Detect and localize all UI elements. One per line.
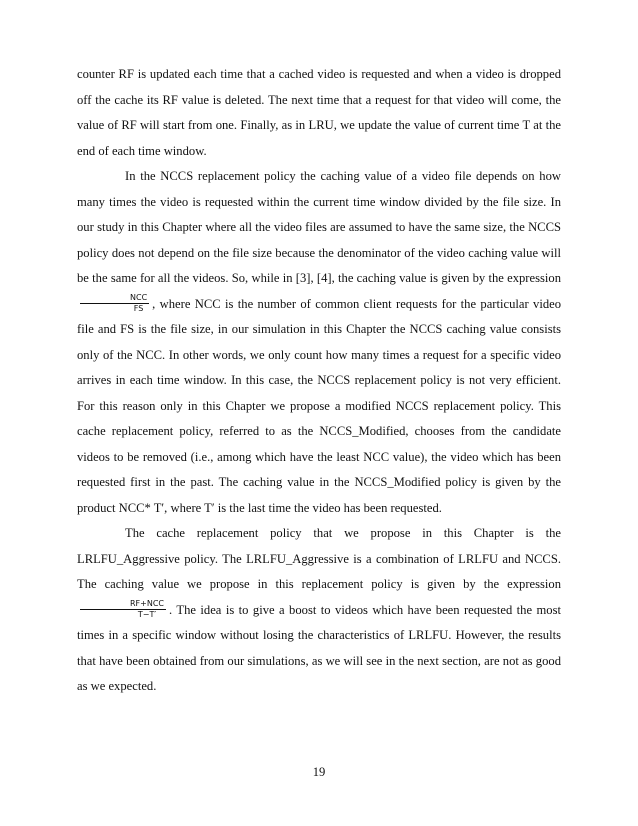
fraction-numerator: NCC (80, 293, 149, 304)
page-number: 19 (312, 765, 326, 779)
fraction-denominator: T−T′ (137, 610, 157, 620)
fraction-denominator: FS (133, 304, 144, 314)
paragraph-2-text-b: , where NCC is the number of common client requests for the particular video file and FS is the file size, in our simulation in this Chapter the NCCS caching value consists only of the NCC. In other words, we only count how many times a request for a specific video arrives in each time window. In this case, the NCCS replacement policy is not very efficient. For this reason only in this Chapter we propose a modified NCCS replacement policy. This cache replacement policy, referred to as the NCCS_Modified, chooses from the candidate videos to be removed (i.e., among which have the least NCC value), the video which has been requested first in the past. The caching value in the NCCS_Modified policy is given by the product NCC* T′, where T′ is the last time the video has been requested. (77, 296, 561, 515)
paragraph-1 (77, 62, 561, 164)
paragraph-3-text-b: . The idea is to give a boost to videos which have been requested the most times in a specific window without losing the characteristics of LRLFU. However, the results that have been obtained from our simulations, as we will see in the next section, are not as good as we expected. (77, 602, 561, 693)
fraction-rf-ncc-over-t (80, 599, 166, 620)
paragraph-3 (77, 521, 561, 700)
fraction-ncc-over-fs (80, 293, 149, 314)
paragraph-2 (77, 164, 561, 521)
fraction-numerator: RF+NCC (80, 599, 166, 610)
body-text (77, 62, 561, 700)
paragraph-3-text-a: The cache replacement policy that we propose in this Chapter is the LRLFU_Aggressive policy. The LRLFU_Aggressive is a combination of LRLFU and NCCS. The caching value we propose in this replacement policy is given by the expression (77, 526, 561, 591)
paragraph-1-text: counter RF is updated each time that a cached video is requested and when a video is dropped off the cache its RF value is deleted. The next time that a request for that video will come, the value of RF will start from one. Finally, as in LRU, we update the value of current time T at the end of each time window. (77, 67, 561, 158)
paragraph-2-text-a: In the NCCS replacement policy the caching value of a video file depends on how many times the video is requested within the current time window divided by the file size. In our study in this Chapter where all the video files are assumed to have the same size, the NCCS policy does not depend on the file size because the denominator of the video caching value will be the same for all the videos. So, while in [3], [4], the caching value is given by the expression (77, 169, 561, 285)
